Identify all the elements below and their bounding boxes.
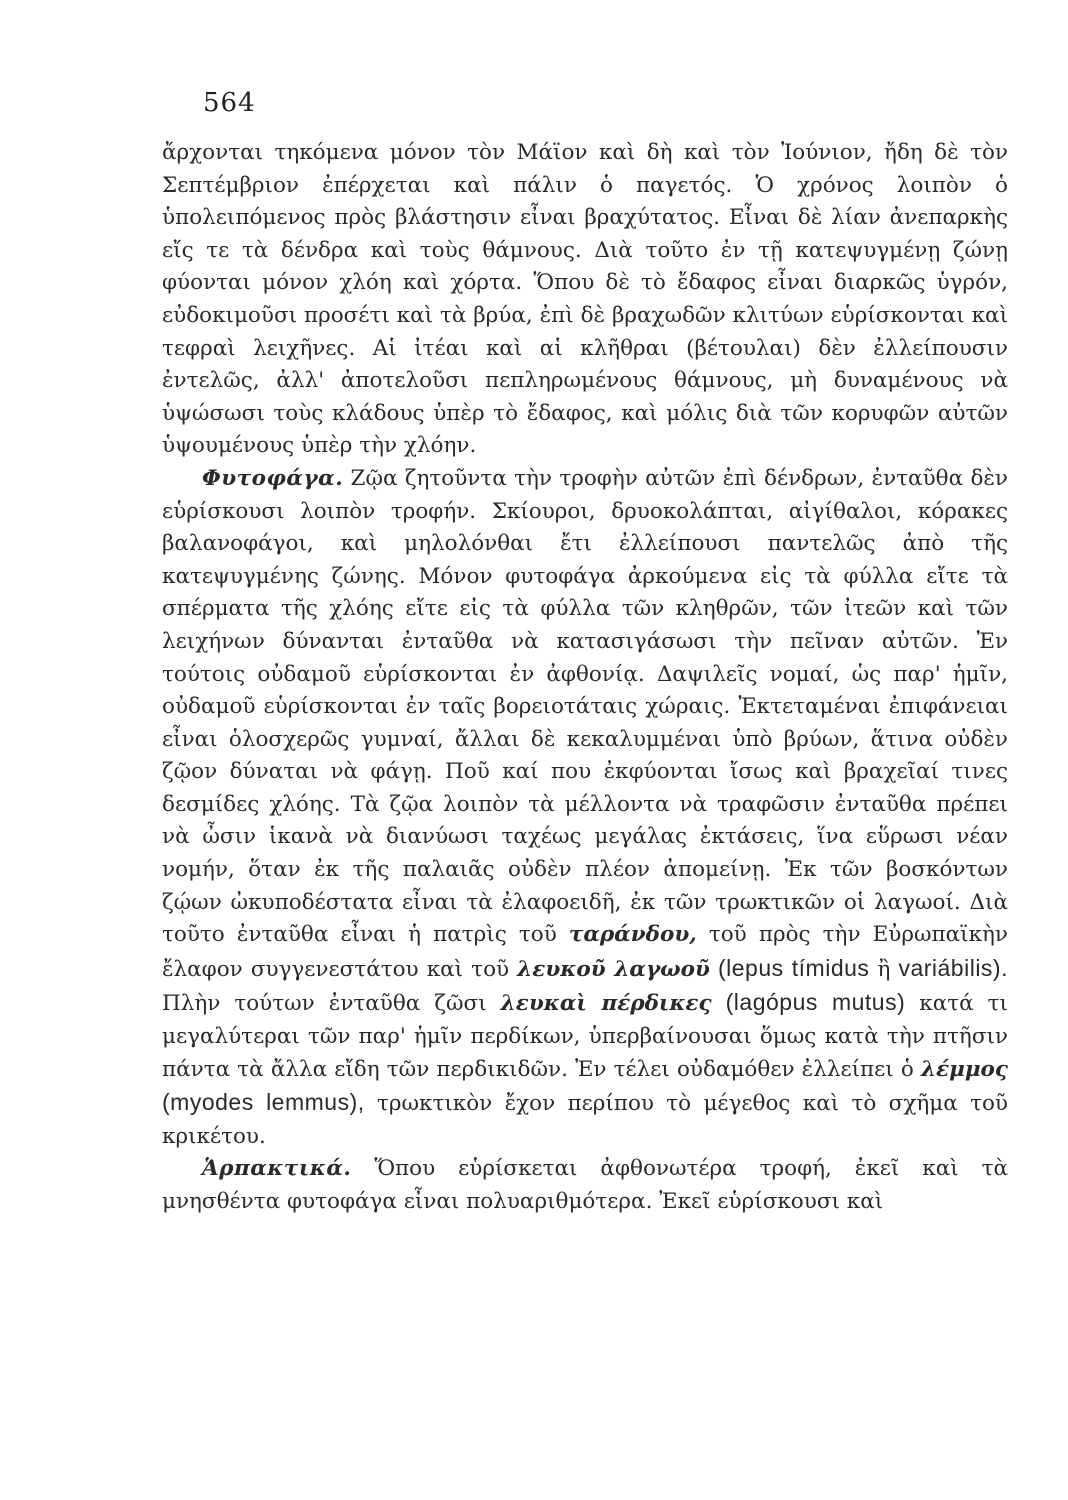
term-white-partridges: λευκαὶ πέρδικες	[500, 991, 712, 1017]
section-heading-predators: Ἁρπακτικά.	[202, 1156, 352, 1182]
latin-name-lagopus: (lagópus mutus)	[725, 989, 906, 1016]
paragraph-predators	[162, 1153, 1008, 1218]
term-lemming: λέμμος	[920, 1056, 1008, 1082]
page-number: 564	[203, 88, 256, 118]
text-segment: ἢ	[869, 956, 899, 982]
latin-name-variabilis: variábilis).	[898, 954, 1008, 981]
text-segment: Πλὴν τούτων ἐνταῦθα ζῶσι	[162, 991, 501, 1017]
text-segment	[710, 957, 718, 982]
text-segment: τρωκτικὸν ἔχον περίπου τὸ μέγεθος καὶ τὸ σχῆμα τοῦ κρικέτου.	[162, 1091, 1008, 1149]
page-body	[162, 137, 1008, 1219]
paragraph-continuation	[162, 137, 1008, 463]
text-segment	[712, 991, 726, 1016]
latin-name-lepus: (lepus tímidus	[717, 954, 870, 981]
latin-name-myodes: (myodes lemmus),	[162, 1089, 365, 1116]
text-segment: τοῦ πρὸς τὴν Εὐρωπαϊκὴν ἔλαφον συγγενεστάτου καὶ τοῦ	[162, 922, 1009, 982]
text-segment: Ὅπου εὑρίσκεται ἀφθονωτέρα τροφή, ἐκεῖ καὶ τὰ μνησθέντα φυτοφάγα εἶναι πολυαριθμότερα. Ἐκεῖ εὑρίσκουσι καὶ	[162, 1156, 1008, 1214]
paragraph-herbivores	[162, 463, 1008, 1153]
term-reindeer: ταράνδου,	[568, 922, 697, 948]
text-segment: ἄρχονται τηκόμενα μόνον τὸν Μάϊον καὶ δὴ καὶ τὸν Ἰούνιον, ἤδη δὲ τὸν Σεπτέμβριον ἐπέρχεται καὶ πάλιν ὁ παγετός. Ὁ χρόνος λοιπὸν ὁ ὑπολειπόμενος πρὸς βλάστησιν εἶναι βραχύτατος. Εἶναι δὲ λίαν ἀνεπαρκὴς εἴς τε τὰ δένδρα καὶ τοὺς θάμνους. Διὰ τοῦτο ἐν τῇ κατεψυγμένῃ ζώνῃ φύονται μόνον χλόη καὶ χόρτα. Ὅπου δὲ τὸ ἔδαφος εἶναι διαρκῶς ὑγρόν, εὐδοκιμοῦσι προσέτι καὶ τὰ βρύα, ἐπὶ δὲ βραχωδῶν κλιτύων εὑρίσκονται καὶ τεφραὶ λειχῆνες. Αἱ ἰτέαι καὶ αἱ κλῆθραι (βέτουλαι) δὲν ἐλλείπουσιν ἐντελῶς, ἀλλ' ἀποτελοῦσι πεπληρωμένους θάμνους, μὴ δυναμένους νὰ ὑψώσωσι τοὺς κλάδους ὑπὲρ τὸ ἔδαφος, καὶ μόλις διὰ τῶν κορυφῶν αὐτῶν ὑψουμένους ὑπὲρ τὴν χλόην.	[162, 140, 1008, 459]
text-segment: κατά τι μεγαλύτεραι τῶν παρ' ἡμῖν περδίκων, ὑπερβαίνουσαι ὅμως κατὰ τὴν πτῆσιν πάντα τὰ ἄλλα εἴδη τῶν περδικιδῶν. Ἐν τέλει οὐδαμόθεν ἐλλείπει ὁ	[162, 991, 1008, 1082]
section-heading-herbivores: Φυτοφάγα.	[202, 465, 344, 491]
term-white-hare: λευκοῦ λαγωοῦ	[517, 956, 710, 982]
text-segment: Ζῷα ζητοῦντα τὴν τροφὴν αὐτῶν ἐπὶ δένδρων, ἐνταῦθα δὲν εὑρίσκουσι λοιπὸν τροφήν. Σκίουροι, δρυοκολάπται, αἰγίθαλοι, κόρακες βαλανοφάγοι, καὶ μηλολόνθαι ἔτι ἐλλείπουσι παντελῶς ἀπὸ τῆς κατεψυγμένης ζώνης. Μόνον φυτοφάγα ἀρκούμενα εἰς τὰ φύλλα εἴτε τὰ σπέρματα τῆς χλόης εἴτε εἰς τὰ φύλλα τῶν κληθρῶν, τῶν ἰτεῶν καὶ τῶν λειχήνων δύνανται ἐνταῦθα νὰ κατασιγάσωσι τὴν πεῖναν αὐτῶν. Ἐν τούτοις οὐδαμοῦ εὑρίσκονται ἐν ἀφθονίᾳ. Δαψιλεῖς νομαί, ὡς παρ' ἡμῖν, οὐδαμοῦ εὑρίσκονται ἐν ταῖς βορειοτάταις χώραις. Ἐκτεταμέναι ἐπιφάνειαι εἶναι ὁλοσχερῶς γυμναί, ἄλλαι δὲ κεκαλυμμέναι ὑπὸ βρύων, ἅτινα οὐδὲν ζῷον δύναται νὰ φάγῃ. Ποῦ καί που ἐκφύονται ἴσως καὶ βραχεῖαί τινες δεσμίδες χλόης. Τὰ ζῷα λοιπὸν τὰ μέλλοντα νὰ τραφῶσιν ἐνταῦθα πρέπει νὰ ὦσιν ἱκανὰ νὰ διανύωσι ταχέως μεγάλας ἐκτάσεις, ἵνα εὕρωσι νέαν νομήν, ὅταν ἐκ τῆς παλαιᾶς οὐδὲν πλέον ἀπομείνῃ. Ἐκ τῶν βοσκόντων ζῴων ὠκυποδέστατα εἶναι τὰ ἐλαφοειδῆ, ἐκ τῶν τρωκτικῶν οἱ λαγωοί. Διὰ τοῦτο ἐνταῦθα εἶναι ἡ πατρὶς τοῦ	[162, 465, 1008, 948]
